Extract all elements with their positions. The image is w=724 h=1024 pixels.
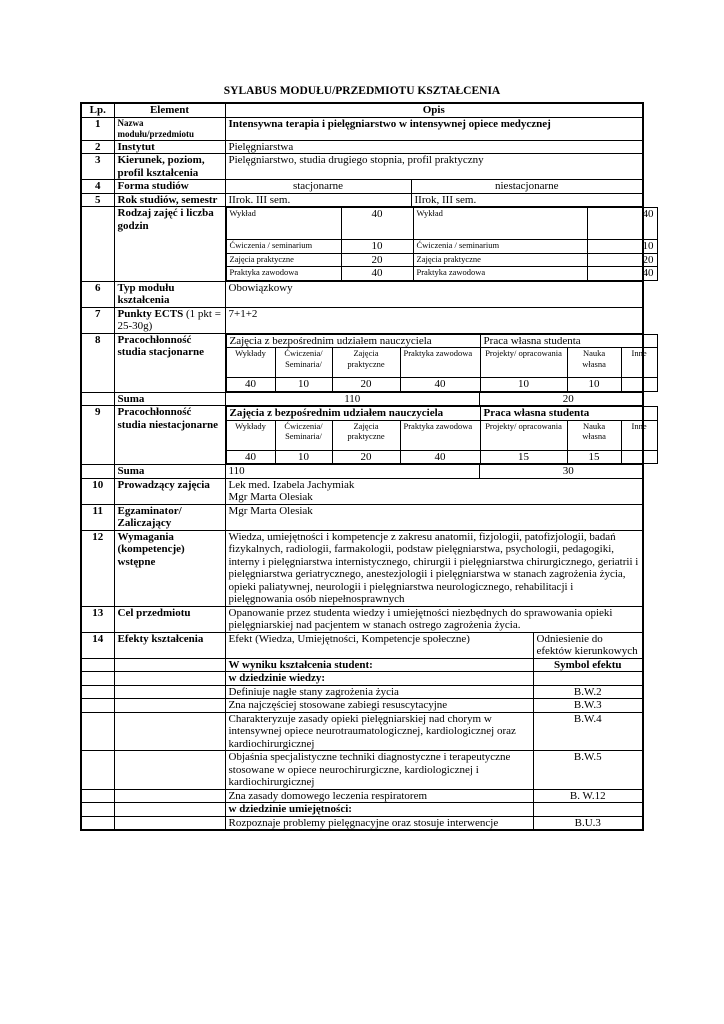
workload-col: Ćwiczenia/ Seminaria/	[275, 420, 332, 450]
workload-value: 40	[226, 450, 275, 464]
examiner: Mgr Marta Olesiak	[225, 504, 643, 530]
ects-value: 7+1+2	[225, 307, 643, 333]
sum-self: 20	[480, 393, 657, 406]
workload-col: Inne	[621, 420, 657, 450]
row-label: Prowadzący zajęcia	[114, 478, 225, 504]
ects-label: Punkty ECTS	[117, 307, 184, 320]
row-label: Egzaminator/ Zaliczający	[114, 504, 225, 530]
sum-label: Suma	[114, 392, 225, 406]
header-opis: Opis	[225, 103, 643, 117]
row-label: Forma studiów	[114, 180, 225, 194]
outcomes-subheader-row	[81, 658, 643, 672]
sum-contact: 110	[226, 465, 480, 478]
sum-table	[226, 465, 657, 478]
row-5	[81, 193, 643, 207]
hours-value: 40	[587, 208, 657, 240]
row-number: 12	[81, 530, 114, 606]
objective: Opanowanie przez studenta wiedzy i umiejętności niezbędnych do sprawowania opieki pielęgniarskiej nad pacjentem w stanach ostrego zagrożenia życia.	[225, 606, 643, 632]
row-number: 6	[81, 281, 114, 307]
row-2	[81, 140, 643, 154]
section-skills: w dziedzinie umiejętności:	[225, 803, 533, 817]
hours-type: Ćwiczenia / seminarium	[413, 240, 587, 254]
outcome-row	[81, 751, 643, 790]
row-label: Kierunek, poziom, profil kształcenia	[114, 154, 225, 180]
symbol-header: Symbol efektu	[533, 658, 643, 672]
header-element: Element	[114, 103, 225, 117]
outcome-text: Objaśnia specjalistyczne techniki diagnostyczne i terapeutyczne stosowane w opiece neurochirurgiczne, kardiologicznej i kardiochirurgicznej	[225, 751, 533, 790]
year-niestacjonarne: IIrok, III sem.	[411, 193, 643, 207]
workload-col: Zajęcia praktyczne	[332, 348, 400, 378]
workload-col: Praktyka zawodowa	[400, 420, 480, 450]
outcome-symbol: B. W.12	[533, 789, 643, 803]
outcome-symbol: B.W.5	[533, 751, 643, 790]
row-label: Cel przedmiotu	[114, 606, 225, 632]
outcome-text: Definiuje nagłe stany zagrożenia życia	[225, 685, 533, 699]
hours-type: Wykład	[226, 208, 341, 240]
workload-col: Projekty/ opracowania	[480, 348, 567, 378]
row-number: 9	[81, 406, 114, 465]
row-label: Rok studiów, semestr	[114, 193, 225, 207]
row-11	[81, 504, 643, 530]
outcome-row	[81, 699, 643, 713]
row-13	[81, 606, 643, 632]
row-label: Pracochłonność studia stacjonarne	[114, 333, 225, 392]
row-number: 1	[81, 117, 114, 140]
workload-col: Wykłady	[226, 420, 275, 450]
row-12	[81, 530, 643, 606]
row-number: 7	[81, 307, 114, 333]
workload-value: 10	[480, 378, 567, 392]
row-number: 3	[81, 154, 114, 180]
workload-col: Praktyka zawodowa	[400, 348, 480, 378]
sum-label: Suma	[114, 465, 225, 479]
header-row	[81, 103, 643, 117]
ects-note: (1 pkt = 25-30g)	[117, 307, 221, 332]
outcome-symbol: B.W.2	[533, 685, 643, 699]
section-row	[81, 803, 643, 817]
hours-value: 40	[341, 208, 413, 240]
row-3	[81, 154, 643, 180]
workload-value: 40	[226, 378, 275, 392]
row-number: 4	[81, 180, 114, 194]
outcome-row	[81, 685, 643, 699]
row-label: Wymagania (kompetencje) wstępne	[114, 530, 225, 606]
form-stacjonarne: stacjonarne	[225, 180, 411, 194]
hours-type: Wykład	[413, 208, 587, 240]
workload-header: Zajęcia z bezpośrednim udziałem nauczyciela	[226, 407, 480, 421]
outcome-text: Rozpoznaje problemy pielęgnacyjne oraz stosuje interwencje	[225, 816, 533, 830]
row-number: 14	[81, 632, 114, 658]
field-value: Pielęgniarstwo, studia drugiego stopnia, profil praktyczny	[225, 154, 643, 180]
workload-value: 15	[480, 450, 567, 464]
hours-type: Ćwiczenia / seminarium	[226, 240, 341, 254]
row-10	[81, 478, 643, 504]
hours-type: Zajęcia praktyczne	[413, 253, 587, 267]
hours-value: 20	[587, 253, 657, 267]
row-8	[81, 333, 643, 392]
outcome-row	[81, 789, 643, 803]
outcome-symbol: B.U.3	[533, 816, 643, 830]
row-label: Instytut	[114, 140, 225, 154]
module-type: Obowiązkowy	[225, 281, 643, 307]
row-4	[81, 180, 643, 194]
workload-header: Zajęcia z bezpośrednim udziałem nauczyciela	[226, 334, 480, 348]
workload-header: Praca własna studenta	[480, 407, 657, 421]
workload-value: 20	[332, 378, 400, 392]
workload-value: 20	[332, 450, 400, 464]
workload-value: 15	[567, 450, 621, 464]
row-label: Efekty kształcenia	[114, 632, 225, 658]
year-stacjonarne: IIrok. III sem.	[225, 193, 411, 207]
row-number: 8	[81, 333, 114, 392]
row-label: Rodzaj zajęć i liczba godzin	[114, 207, 225, 282]
workload-value	[621, 378, 657, 392]
hours-value: 40	[587, 267, 657, 281]
workload-value	[621, 450, 657, 464]
row-5-hours	[81, 207, 643, 282]
workload-value: 10	[275, 378, 332, 392]
row-number: 2	[81, 140, 114, 154]
syllabus-table	[80, 102, 654, 831]
outcomes-header: Efekt (Wiedza, Umiejętności, Kompetencje społeczne)	[225, 632, 533, 658]
prerequisites: Wiedza, umiejętności i kompetencje z zakresu anatomii, fizjologii, patofizjologii, badań fizykalnych, radiologii, farmakologii, podstaw pielęgniarstwa, psychologii, pedagogiki, interny i pielęgniarstwa internistycznego, chirurgii i pielęgniarstwa chirurgicznego, geriatrii i pielęgniarstwa geriatrycznego, anestezjologii i pielęgniarstwa w stanach zagrożenia życia, opieki paliatywnej, neurologii i pielęgniarstwa neurologicznego, rehabilitacji i pielęgnowania osób niepełnosprawnych	[225, 530, 643, 606]
outcome-row	[81, 816, 643, 830]
outcome-text: Zna zasady domowego leczenia respiratorem	[225, 789, 533, 803]
workload-table-niestacjonarne	[226, 406, 658, 464]
workload-col: Wykłady	[226, 348, 275, 378]
workload-value: 10	[275, 450, 332, 464]
row-label: Typ modułu kształcenia	[114, 281, 225, 307]
subject-name: Intensywna terapia i pielęgniarstwo w intensywnej opiece medycznej	[225, 117, 643, 140]
hours-type: Praktyka zawodowa	[413, 267, 587, 281]
row-number: 5	[81, 193, 114, 207]
hours-type: Zajęcia praktyczne	[226, 253, 341, 267]
lecturer: Mgr Marta Olesiak	[228, 491, 313, 503]
row-number: 13	[81, 606, 114, 632]
row-label: Nazwa modułu/przedmiotu	[114, 117, 225, 140]
row-label: Pracochłonność studia niestacjonarne	[114, 406, 225, 465]
workload-value: 40	[400, 378, 480, 392]
outcome-row	[81, 712, 643, 751]
workload-table-stacjonarne	[226, 334, 658, 392]
row-label	[114, 307, 225, 333]
row-9	[81, 406, 643, 465]
workload-col: Nauka własna	[567, 348, 621, 378]
row-number: 11	[81, 504, 114, 530]
row-1	[81, 117, 643, 140]
workload-col: Inne	[621, 348, 657, 378]
row-14	[81, 632, 643, 658]
hours-value: 20	[341, 253, 413, 267]
outcome-text: Charakteryzuje zasady opieki pielęgniarskiej nad chorym w intensywnej opiece neurotraumatologicznej, kardiologicznej oraz kardiochirurgicznej	[225, 712, 533, 751]
section-knowledge: w dziedzinie wiedzy:	[225, 672, 533, 686]
workload-value: 40	[400, 450, 480, 464]
hours-value: 40	[341, 267, 413, 281]
header-lp: Lp.	[81, 103, 114, 117]
outcome-symbol: B.W.4	[533, 712, 643, 751]
row-8-sum	[81, 392, 643, 406]
workload-col: Projekty/ opracowania	[480, 420, 567, 450]
outcomes-subheader: W wyniku kształcenia student:	[225, 658, 533, 672]
row-6	[81, 281, 643, 307]
sum-self: 30	[480, 465, 657, 478]
lecturers	[225, 478, 643, 504]
institute-value: Pielęgniarstwa	[225, 140, 643, 154]
workload-value: 10	[567, 378, 621, 392]
row-7	[81, 307, 643, 333]
workload-col: Zajęcia praktyczne	[332, 420, 400, 450]
outcome-symbol: B.W.3	[533, 699, 643, 713]
hours-value: 10	[341, 240, 413, 254]
workload-col: Nauka własna	[567, 420, 621, 450]
outcomes-reference-header: Odniesienie do efektów kierunkowych	[533, 632, 643, 658]
outcome-text: Zna najczęściej stosowane zabiegi resuscytacyjne	[225, 699, 533, 713]
lecturer: Lek med. Izabela Jachymiak	[228, 478, 355, 491]
workload-header: Praca własna studenta	[480, 334, 657, 348]
row-9-sum	[81, 465, 643, 479]
hours-value: 10	[587, 240, 657, 254]
sum-table	[226, 393, 657, 406]
form-niestacjonarne: niestacjonarne	[411, 180, 643, 194]
hours-type: Praktyka zawodowa	[226, 267, 341, 281]
row-number: 10	[81, 478, 114, 504]
section-row	[81, 672, 643, 686]
document-title: SYLABUS MODUŁU/PRZEDMIOTU KSZTAŁCENIA	[223, 85, 501, 97]
workload-col: Ćwiczenia/ Seminaria/	[275, 348, 332, 378]
sum-contact: 110	[226, 393, 480, 406]
hours-table	[226, 207, 658, 281]
